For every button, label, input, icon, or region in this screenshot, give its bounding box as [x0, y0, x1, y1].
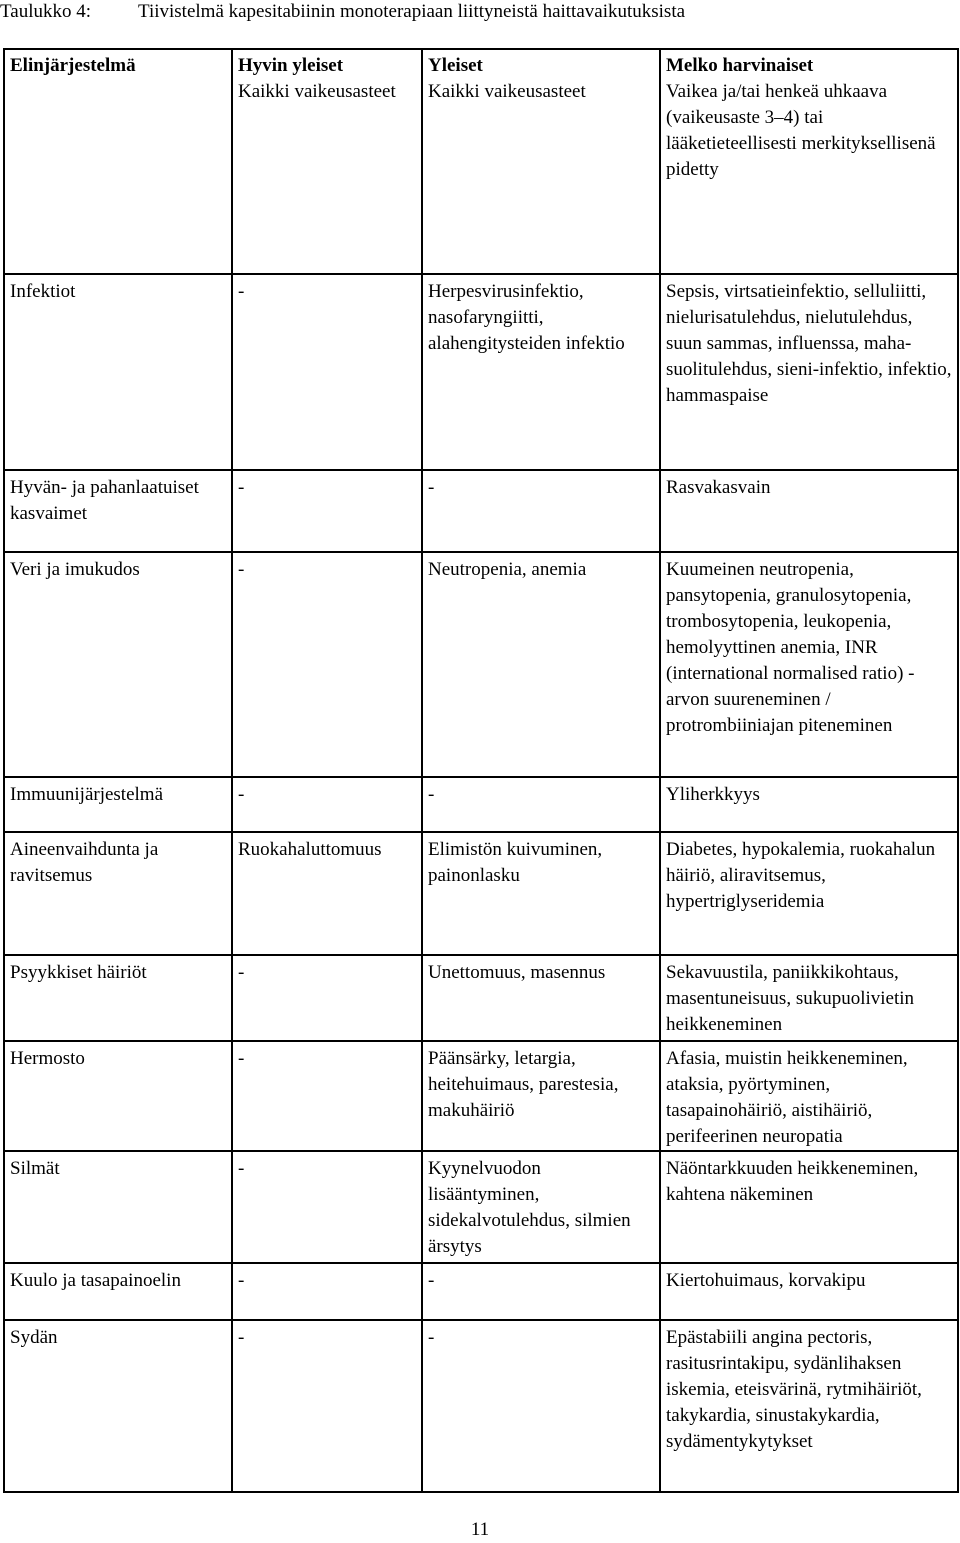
organ-cell: Hermosto [4, 1041, 232, 1151]
very-common-cell: - [232, 1263, 422, 1320]
common-cell: Herpesvirusinfektio, nasofaryngiitti, alahengitysteiden infektio [422, 274, 660, 470]
common-cell: Elimistön kuivuminen, painonlasku [422, 832, 660, 955]
uncommon-cell: Kuumeinen neutropenia, pansytopenia, granulosytopenia, trombosytopenia, leukopenia, hemolyyttinen anemia, INR (international normalised ratio) -arvon suureneminen / protrombiiniajan piteneminen [660, 552, 958, 777]
page-number: 11 [470, 1519, 490, 1540]
organ-cell: Hyvän- ja pahanlaatuiset kasvaimet [4, 470, 232, 552]
common-cell: Unettomuus, masennus [422, 955, 660, 1041]
uncommon-cell: Kiertohuimaus, korvakipu [660, 1263, 958, 1320]
uncommon-cell: Yliherkkyys [660, 777, 958, 832]
header-organ-system [4, 49, 232, 274]
common-cell: - [422, 470, 660, 552]
organ-cell: Infektiot [4, 274, 232, 470]
adverse-effects-table [3, 48, 959, 1493]
caption-number: Taulukko 4: [0, 1, 92, 22]
table-header-row [4, 49, 958, 274]
table-row [4, 1151, 958, 1263]
header-subtitle: Vaikea ja/tai henkeä uhkaava (vaikeusaste 3–4) tai lääketieteellisesti merkityksellisenä pidetty [666, 81, 936, 180]
header-common [422, 49, 660, 274]
uncommon-cell: Afasia, muistin heikkeneminen, ataksia, pyörtyminen, tasapainohäiriö, aistihäiriö, perifeerinen neuropatia [660, 1041, 958, 1151]
table-row [4, 1041, 958, 1151]
organ-cell: Silmät [4, 1151, 232, 1263]
uncommon-cell: Sepsis, virtsatieinfektio, selluliitti, nielurisatulehdus, nielutulehdus, suun sammas, influenssa, maha-suolitulehdus, sieni-infektio, infektio, hammaspaise [660, 274, 958, 470]
table-caption [0, 0, 685, 24]
common-cell: - [422, 777, 660, 832]
organ-cell: Aineenvaihdunta ja ravitsemus [4, 832, 232, 955]
very-common-cell: - [232, 552, 422, 777]
uncommon-cell: Diabetes, hypokalemia, ruokahalun häiriö, aliravitsemus, hypertriglyseridemia [660, 832, 958, 955]
very-common-cell: - [232, 777, 422, 832]
very-common-cell: - [232, 1320, 422, 1492]
common-cell: Neutropenia, anemia [422, 552, 660, 777]
header-subtitle: Kaikki vaikeusasteet [238, 81, 396, 102]
very-common-cell: Ruokahaluttomuus [232, 832, 422, 955]
table-row [4, 274, 958, 470]
header-subtitle: Kaikki vaikeusasteet [428, 81, 586, 102]
uncommon-cell: Epästabiili angina pectoris, rasitusrintakipu, sydänlihaksen iskemia, eteisvärinä, rytmihäiriöt, takykardia, sinustakykardia, sydämentykytykset [660, 1320, 958, 1492]
common-cell: - [422, 1263, 660, 1320]
header-title: Yleiset [428, 55, 483, 76]
table-row [4, 1263, 958, 1320]
header-title: Elinjärjestelmä [10, 55, 136, 76]
very-common-cell: - [232, 955, 422, 1041]
very-common-cell: - [232, 274, 422, 470]
organ-cell: Immuunijärjestelmä [4, 777, 232, 832]
table-row [4, 470, 958, 552]
header-title: Melko harvinaiset [666, 55, 814, 76]
header-title: Hyvin yleiset [238, 55, 344, 76]
table-row [4, 955, 958, 1041]
organ-cell: Sydän [4, 1320, 232, 1492]
caption-title: Tiivistelmä kapesitabiinin monoterapiaan liittyneistä haittavaikutuksista [138, 1, 686, 22]
very-common-cell: - [232, 470, 422, 552]
header-very-common [232, 49, 422, 274]
very-common-cell: - [232, 1151, 422, 1263]
very-common-cell: - [232, 1041, 422, 1151]
table-row [4, 552, 958, 777]
common-cell: - [422, 1320, 660, 1492]
uncommon-cell: Näöntarkkuuden heikkeneminen, kahtena näkeminen [660, 1151, 958, 1263]
table-row [4, 777, 958, 832]
organ-cell: Psyykkiset häiriöt [4, 955, 232, 1041]
table-row [4, 832, 958, 955]
organ-cell: Kuulo ja tasapainoelin [4, 1263, 232, 1320]
common-cell: Päänsärky, letargia, heitehuimaus, parestesia, makuhäiriö [422, 1041, 660, 1151]
table-row [4, 1320, 958, 1492]
uncommon-cell: Sekavuustila, paniikkikohtaus, masentuneisuus, sukupuolivietin heikkeneminen [660, 955, 958, 1041]
uncommon-cell: Rasvakasvain [660, 470, 958, 552]
organ-cell: Veri ja imukudos [4, 552, 232, 777]
common-cell: Kyynelvuodon lisääntyminen, sidekalvotulehdus, silmien ärsytys [422, 1151, 660, 1263]
header-uncommon [660, 49, 958, 274]
